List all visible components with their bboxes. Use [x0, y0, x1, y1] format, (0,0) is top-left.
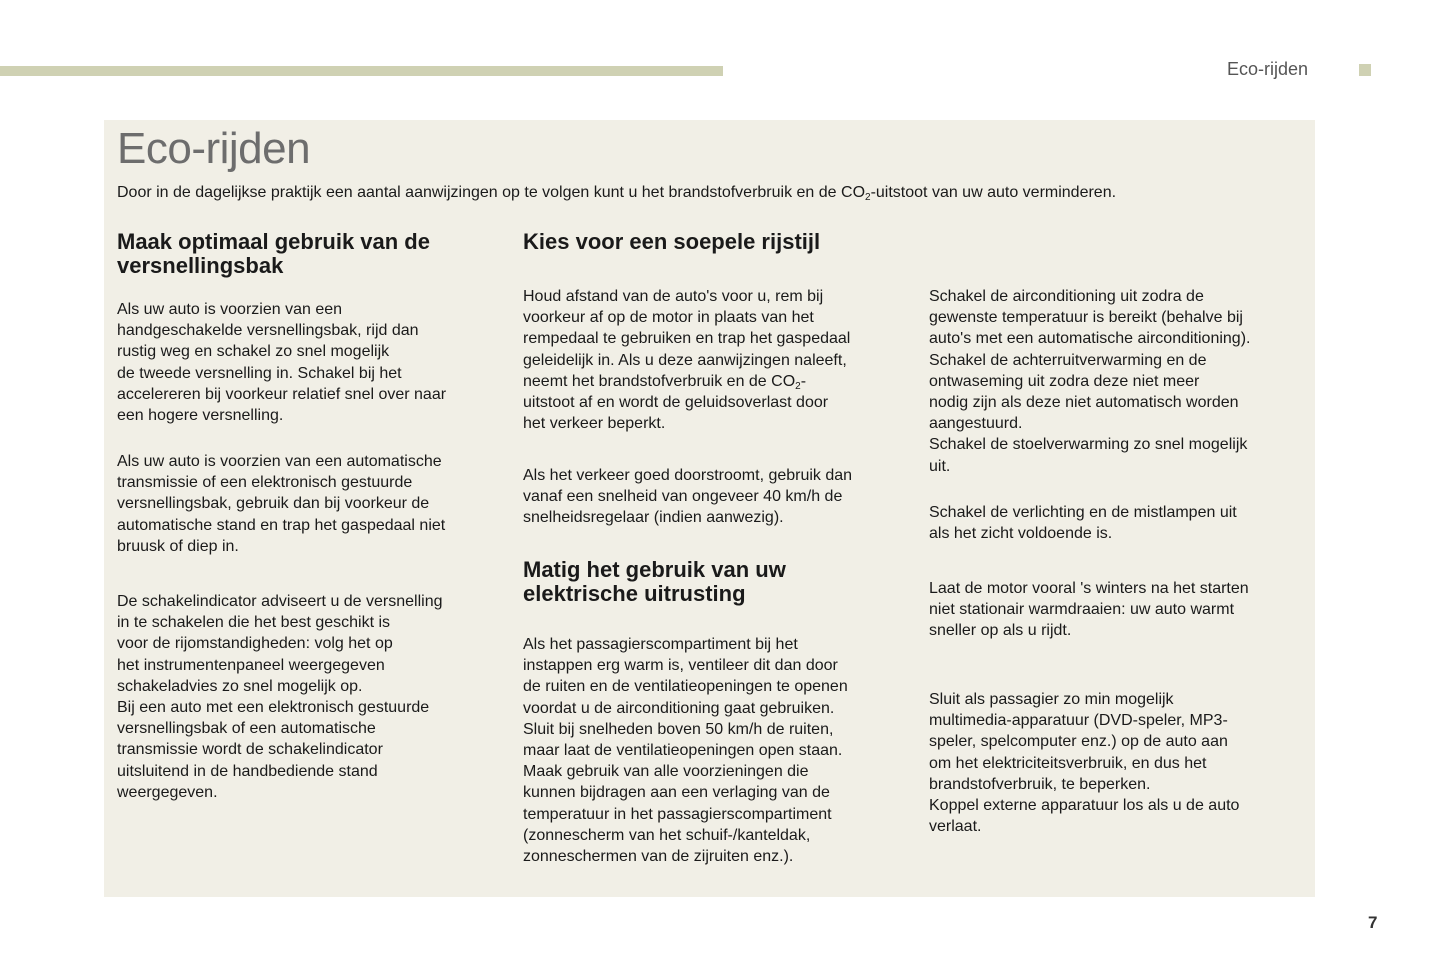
column-2-paragraph-2 [523, 465, 913, 529]
paragraph-shift-indicator: De schakelindicator adviseert u de versnelling in te schakelen die het best geschikt is voor de rijomstandigheden: volg het op het instrumentenpaneel weergegeven schakeladvies zo snel mogelijk op. Bij een auto met een elektronisch gestuurde versnellingsbak of een automatische transmissie wordt de schakelindicator uitsluitend in de handbediende stand weergegeven. [117, 593, 443, 801]
page-number: 7 [1368, 913, 1378, 932]
page-title: Eco-rijden [117, 124, 311, 173]
paragraph-manual-gearbox: Als uw auto is voorzien van een handgeschakelde versnellingsbak, rijd dan rustig weg en schakel zo snel mogelijk de tweede versnelling in. Schakel bij het accelereren bij voorkeur relatief snel over naar een hogere versnelling. [117, 301, 447, 425]
paragraph-automatic-gearbox: Als uw auto is voorzien van een automatische transmissie of een elektronisch gestuurde versnellingsbak, gebruik dan bij voorkeur de automatische stand en trap het gaspedaal niet bruusk of diep in. [117, 453, 446, 555]
paragraph-lights: Schakel de verlichting en de mistlampen uit als het zicht voldoende is. [929, 504, 1237, 543]
column-1-paragraph-1 [117, 299, 502, 426]
column-3-paragraph-1 [929, 286, 1309, 477]
paragraph-airconditioning: Schakel de airconditioning uit zodra de gewenste temperatuur is bereikt (behalve bij auto's met een automatische airconditioning). Schakel de achterruitverwarming en de ontwaseming uit zodra deze niet meer nodig zijn als deze niet automatisch worden aangestuurd. Schakel de stoelverwarming zo snel mogelijk uit. [929, 288, 1251, 475]
column-2-heading-2 [523, 558, 908, 606]
heading-smooth-driving: Kies voor een soepele rijstijl [523, 229, 821, 254]
intro-text: Door in de dagelijkse praktijk een aantal aanwijzingen op te volgen kunt u het brandstofverbruik en de $CO_2$-uitstoot van uw auto verminderen. [117, 184, 1117, 203]
paragraph-cruise-control: Als het verkeer goed doorstroomt, gebruik dan vanaf een snelheid van ongeveer 40 km/h de snelheidsregelaar (indien aanwezig). [523, 467, 853, 527]
column-2-heading-1 [523, 230, 908, 254]
paragraph-engine-warmup: Laat de motor vooral 's winters na het starten niet stationair warmdraaien: uw auto warmt sneller op als u rijdt. [929, 580, 1249, 640]
column-3-paragraph-2 [929, 502, 1309, 544]
heading-electrical-equipment: Matig het gebruik van uw elektrische uitrusting [523, 557, 786, 606]
column-2-paragraph-3 [523, 634, 913, 867]
paragraph-keep-distance: Houd afstand van de auto's voor u, rem bij voorkeur af op de motor in plaats van het rempedaal te gebruiken en trap het gaspedaal geleidelijk in. Als u deze aanwijzingen naleeft, neemt het brandstofverbruik en de $CO_2-$ uitstoot af en wordt de geluidsoverlast door het verkeer beperkt. [523, 288, 851, 433]
header-accent-bar [0, 66, 723, 76]
column-1-heading [117, 230, 502, 278]
column-2-paragraph-1 [523, 286, 913, 434]
paragraph-multimedia: Sluit als passagier zo min mogelijk multimedia-apparatuur (DVD-speler, MP3- speler, spelcomputer enz.) op de auto aan om het elektriciteitsverbruik, en dus het brandstofverbruik, te beperken. Koppel externe apparatuur los als u de auto verlaat. [929, 691, 1240, 836]
column-1-paragraph-3 [117, 591, 502, 803]
column-3-paragraph-3 [929, 578, 1309, 642]
header-square-marker [1359, 64, 1371, 76]
header-section-title: Eco-rijden [1227, 59, 1309, 79]
column-3-paragraph-4 [929, 689, 1309, 837]
heading-gearbox: Maak optimaal gebruik van de versnellingsbak [117, 229, 430, 278]
column-1-paragraph-2 [117, 451, 502, 557]
paragraph-ventilation: Als het passagierscompartiment bij het instappen erg warm is, ventileer dit dan door de ruiten en de ventilatieopeningen te openen voordat u de airconditioning gaat gebruiken. Sluit bij snelheden boven 50 km/h de ruiten, maar laat de ventilatieopeningen open staan. Maak gebruik van alle voorzieningen die kunnen bijdragen aan een verlaging van de temperatuur in het passagierscompartiment (zonnescherm van het schuif-/kanteldak, zonneschermen van de zijruiten enz.). [523, 636, 848, 866]
